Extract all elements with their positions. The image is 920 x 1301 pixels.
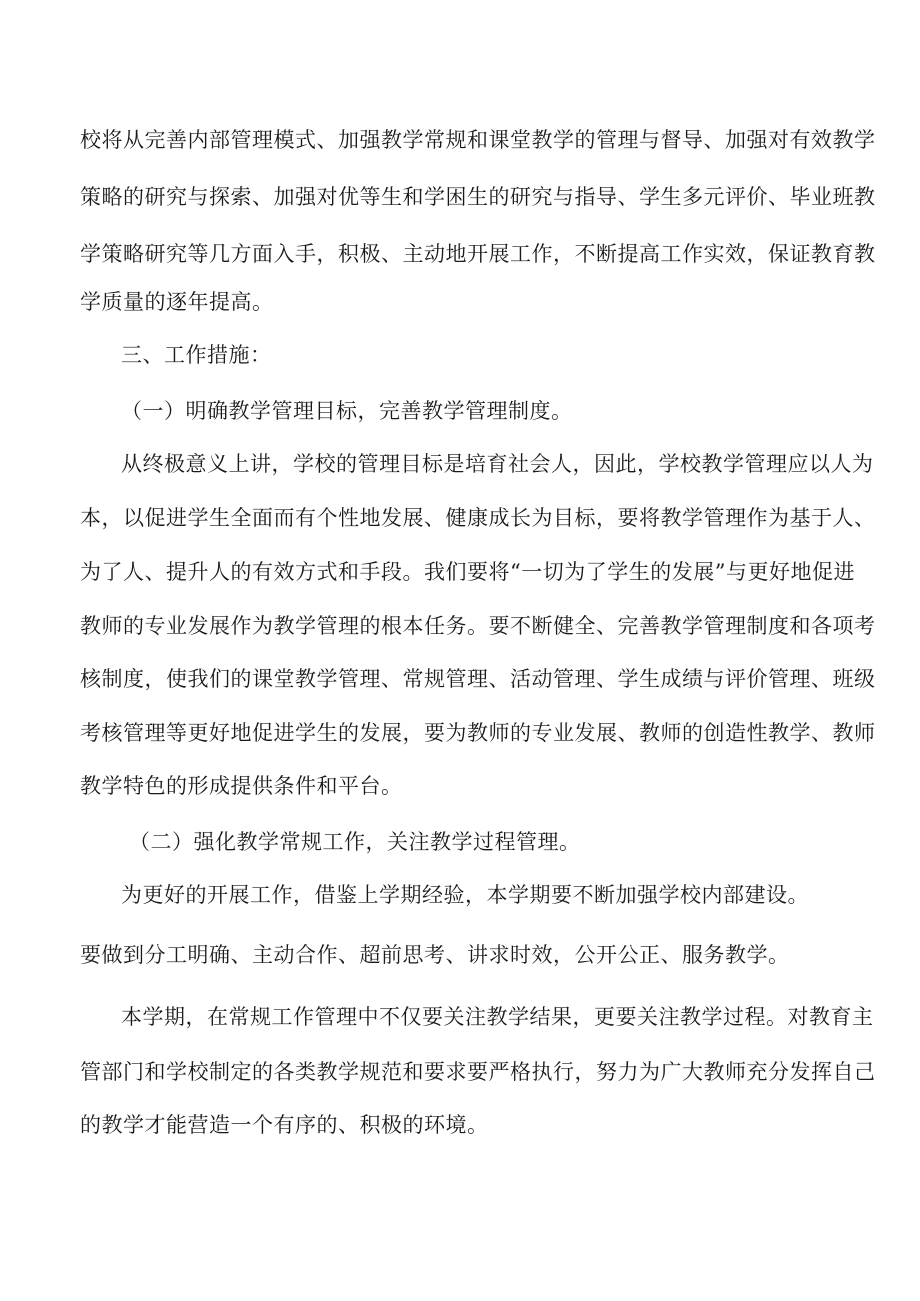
para2-line-3: 为了人、提升人的有效方式和手段。我们要将“一切为了学生的发展”与更好地促进: [80, 560, 855, 584]
sub2-heading: （二）强化教学常规工作，关注教学过程管理。: [129, 830, 581, 854]
section3-heading: 三、工作措施：: [121, 343, 272, 367]
para4-line-3: 的教学才能营造一个有序的、积极的环境。: [80, 1113, 489, 1137]
para1-line-4: 学质量的逐年提高。: [80, 290, 274, 314]
para3-line-2: 要做到分工明确、主动合作、超前思考、讲求时效，公开公正、服务教学。: [80, 943, 790, 967]
sub1-heading: （一）明确教学管理目标，完善教学管理制度。: [121, 399, 573, 423]
para1-line-1: 校将从完善内部管理模式、加强教学常规和课堂教学的管理与督导、加强对有效教学: [80, 128, 876, 152]
para2-line-5: 核制度，使我们的课堂教学管理、常规管理、活动管理、学生成绩与评价管理、班级: [80, 667, 876, 691]
para2-line-6: 考核管理等更好地促进学生的发展，要为教师的专业发展、教师的创造性教学、教师: [80, 721, 876, 745]
para1-line-3: 学策略研究等几方面入手，积极、主动地开展工作，不断提高工作实效，保证教育教: [80, 242, 876, 266]
para4-line-1: 本学期，在常规工作管理中不仅要关注教学结果，更要关注教学过程。对教育主: [121, 1005, 874, 1029]
para2-line-1: 从终极意义上讲，学校的管理目标是培育社会人，因此，学校教学管理应以人为: [121, 452, 874, 476]
para2-line-7: 教学特色的形成提供条件和平台。: [80, 774, 403, 798]
para1-line-2: 策略的研究与探索、加强对优等生和学困生的研究与指导、学生多元评价、毕业班教: [80, 185, 876, 209]
para4-line-2: 管部门和学校制定的各类教学规范和要求要严格执行，努力为广大教师充分发挥自己: [80, 1060, 876, 1084]
para2-line-2: 本，以促进学生全面而有个性地发展、健康成长为目标，要将教学管理作为基于人、: [80, 506, 876, 530]
para2-line-4: 教师的专业发展作为教学管理的根本任务。要不断健全、完善教学管理制度和各项考: [80, 614, 876, 638]
para3-line-1: 为更好的开展工作，借鉴上学期经验，本学期要不断加强学校内部建设。: [121, 883, 809, 907]
